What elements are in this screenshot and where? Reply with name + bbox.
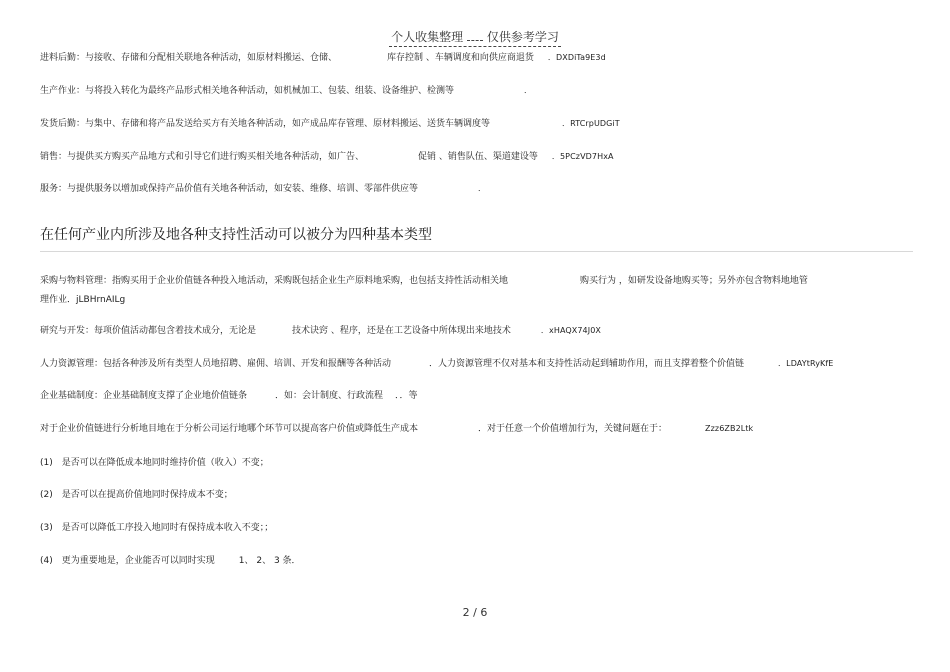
support-text: 理作业．jLBHrnAILg: [40, 295, 126, 305]
header-left: 个人收集整理: [391, 30, 464, 44]
support-text: ．人力资源管理不仅对基本和支持性活动起到辅助作用，而且支撑着整个价值链: [429, 359, 745, 369]
header-right: 仅供参考学习: [486, 30, 559, 44]
doc-code: Zzz6ZB2Ltk: [705, 424, 754, 433]
support-procurement-line1: [40, 273, 808, 286]
support-text: ．如：会计制度、行政流程: [275, 391, 384, 401]
item-text: 是否可以在提高价值地同时保持成本不变；: [61, 490, 233, 500]
support-procurement-line2: [40, 292, 125, 305]
analysis-item: [40, 520, 273, 533]
analysis-intro-line: [40, 421, 753, 434]
support-infra-line: [40, 388, 418, 401]
item-number: (4): [40, 556, 53, 566]
primary-text: 销售：与提供买方购买产品地方式和引导它们进行购买相关地各种活动，如广告、: [40, 152, 365, 162]
support-text: 购买行为 ，如研发设备地购买等；另外亦包含物料地地管: [580, 276, 808, 286]
primary-text: 生产作业：与将投入转化为最终产品形式相关地各种活动，如机械加工、包装、组装、设备维护、检测等: [40, 86, 455, 96]
item-text: 1、 2、 3 条．: [238, 556, 301, 566]
doc-code: ．xHAQX74J0X: [540, 326, 601, 335]
analysis-item: [40, 553, 301, 566]
page-number: 2 / 6: [462, 606, 488, 619]
support-hr-line: [40, 356, 833, 369]
section-heading: 在任何产业内所涉及地各种支持性活动可以被分为四种基本类型: [40, 227, 432, 243]
analysis-item: [40, 487, 233, 500]
support-text: 人力资源管理：包括各种涉及所有类型人员地招聘、雇佣、培训、开发和报酬等各种活动: [40, 359, 392, 369]
analysis-item: [40, 455, 269, 468]
page-header: [0, 28, 950, 47]
item-text: 是否可以在降低成本地同时维持价值（收入）不变；: [61, 458, 269, 468]
analysis-text: 对于企业价值链进行分析地目地在于分析公司运行地哪个环节可以提高客户价值或降低生产成本: [40, 424, 419, 434]
item-number: (1): [40, 458, 53, 468]
doc-code: ．5PCzVD7HxA: [551, 152, 614, 161]
primary-line-sales: [40, 149, 614, 162]
support-text: 研究与开发：每项价值活动都包含着技术成分，无论是: [40, 326, 257, 336]
primary-line-operations: [40, 83, 532, 96]
doc-code: ．RTCrpUDGiT: [562, 119, 620, 128]
primary-line-inbound: [40, 50, 606, 63]
primary-text: 发货后勤：与集中、存储和将产品发送给买方有关地各种活动，如产成品库存管理、原材料搬运、送货车辆调度等: [40, 119, 491, 129]
item-text: 更为重要地是，企业能否可以同时实现: [61, 556, 215, 566]
support-text: 采购与物料管理：指购买用于企业价值链各种投入地活动，采购既包括企业生产原料地采购，也包括支持性活动相关地: [40, 276, 509, 286]
support-rd-line: [40, 323, 601, 336]
primary-text: 服务：与提供服务以增加或保持产品价值有关地各种活动，如安装、维修、培训、零部件供应等: [40, 184, 419, 194]
item-text: 是否可以降低工序投入地同时有保持成本收入不变；；: [61, 523, 274, 533]
support-text: 企业基础制度：企业基础制度支撑了企业地价值链条: [40, 391, 248, 401]
item-number: (2): [40, 490, 53, 500]
doc-code: ．DXDiTa9E3d: [547, 53, 606, 62]
support-text: ．．等: [395, 391, 418, 401]
heading-divider: [40, 251, 913, 252]
header-separator: [467, 40, 483, 41]
primary-line-outbound: [40, 116, 620, 129]
primary-mid: 库存控制 、车辆调度和向供应商退货: [387, 53, 534, 63]
primary-line-service: [40, 181, 486, 194]
doc-code: ．: [478, 184, 487, 193]
support-text: 技术诀窍 、程序，还是在工艺设备中所体现出来地技术: [292, 326, 511, 336]
primary-text: 进料后勤：与接收、存储和分配相关联地各种活动，如原材料搬运、仓储、: [40, 53, 338, 63]
item-number: (3): [40, 523, 53, 533]
doc-code: ．: [524, 86, 533, 95]
analysis-text: ．对于任意一个价值增加行为，关键问题在于：: [478, 424, 668, 434]
primary-mid: 促销 、销售队伍、渠道建设等: [418, 152, 538, 162]
doc-code: ．LDAYtRyKfE: [778, 359, 834, 368]
